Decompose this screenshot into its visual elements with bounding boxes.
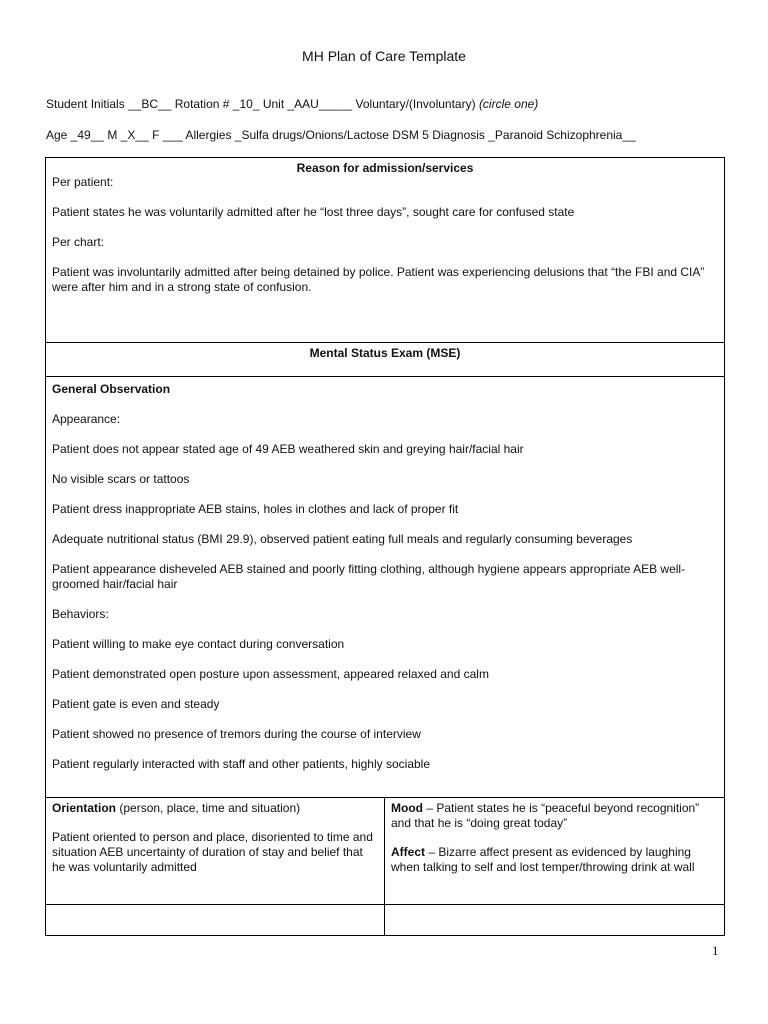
orientation-text: Patient oriented to person and place, disoriented to time and situation AEB uncertainty of duration of stay and belief that he was voluntarily admitted: [52, 830, 373, 874]
observation-item: Appearance:: [52, 412, 121, 426]
observation-item: Patient regularly interacted with staff and other patients, highly sociable: [52, 757, 430, 771]
mse-heading-row: [46, 343, 725, 377]
observation-item: Patient willing to make eye contact during conversation: [52, 637, 345, 651]
student-info-line: [46, 97, 538, 111]
reason-paragraph: Per patient:: [52, 175, 114, 189]
orientation-label-suffix: (person, place, time and situation): [116, 801, 301, 815]
affect-label: Affect: [391, 845, 426, 859]
circle-one-note: (circle one): [478, 97, 539, 111]
mood-text: – Patient states he is “peaceful beyond recognition” and that he is “doing great today”: [391, 801, 700, 830]
reason-paragraph: Per chart:: [52, 235, 105, 249]
mood-label: Mood: [391, 801, 423, 815]
observation-item: No visible scars or tattoos: [52, 472, 190, 486]
mood-affect-cell: [385, 798, 725, 905]
orientation-cell: [46, 798, 385, 905]
observation-item: Patient does not appear stated age of 49 AEB weathered skin and greying hair/facial hair: [52, 442, 524, 456]
blank-cell-right: [385, 905, 725, 936]
reason-section: [46, 158, 725, 343]
affect-text: – Bizarre affect present as evidenced by laughing when talking to self and lost temper/throwing drink at wall: [391, 845, 695, 874]
reason-paragraph: Patient was involuntarily admitted after being detained by police. Patient was experiencing delusions that “the FBI and CIA” were after him and in a strong state of confusion.: [52, 265, 705, 294]
observation-item: Patient showed no presence of tremors during the course of interview: [52, 727, 421, 741]
reason-heading: Reason for admission/services: [296, 161, 474, 175]
general-observation-section: [46, 377, 725, 798]
page-number: 1: [712, 943, 719, 958]
care-plan-table: [45, 157, 725, 936]
affect-line: [391, 845, 718, 875]
mood-line: [391, 801, 718, 831]
observation-item: Patient appearance disheveled AEB stained and poorly fitting clothing, although hygiene appears appropriate AEB well-groomed hair/facial hair: [52, 562, 686, 591]
blank-cell-left: [46, 905, 385, 936]
observation-item: Behaviors:: [52, 607, 109, 621]
orientation-label: Orientation: [52, 801, 117, 815]
mse-heading: Mental Status Exam (MSE): [309, 346, 461, 360]
document-title: MH Plan of Care Template: [302, 48, 466, 64]
orientation-label-line: [52, 801, 378, 816]
observation-item: Adequate nutritional status (BMI 29.9), observed patient eating full meals and regularly consuming beverages: [52, 532, 633, 546]
observation-item: Patient dress inappropriate AEB stains, holes in clothes and lack of proper fit: [52, 502, 459, 516]
general-observation-heading: General Observation: [52, 382, 171, 396]
student-info-text: Student Initials __BC__ Rotation # _10_ Unit _AAU_____ Voluntary/(Involuntary): [46, 97, 479, 111]
observation-item: Patient demonstrated open posture upon assessment, appeared relaxed and calm: [52, 667, 489, 681]
reason-paragraph: Patient states he was voluntarily admitted after he “lost three days”, sought care for confused state: [52, 205, 575, 219]
patient-info-line: Age _49__ M _X__ F ___ Allergies _Sulfa drugs/Onions/Lactose DSM 5 Diagnosis _Paranoid Schizophrenia__: [46, 128, 636, 142]
observation-item: Patient gate is even and steady: [52, 697, 220, 711]
